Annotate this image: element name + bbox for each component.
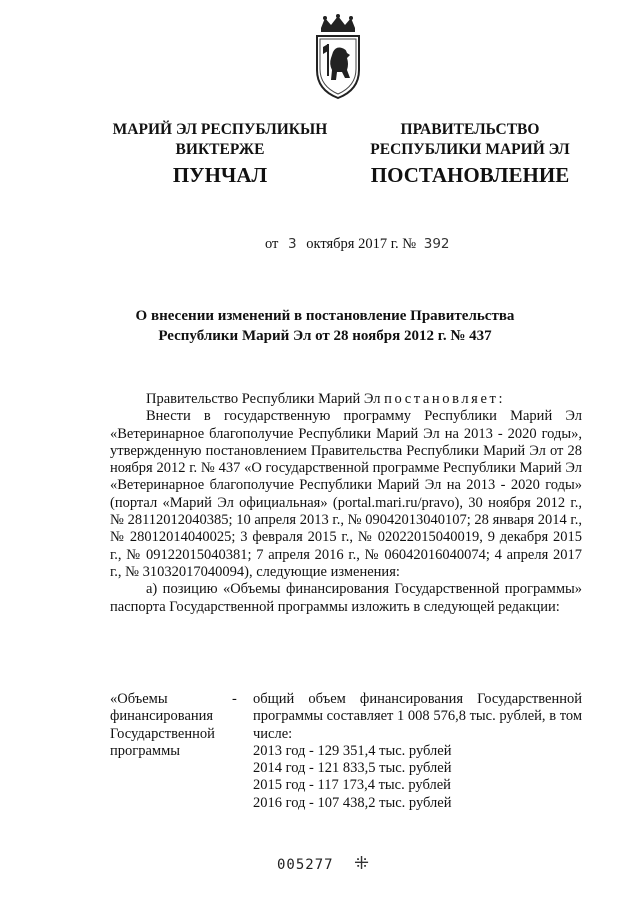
intro-paragraph xyxy=(110,391,582,408)
ornament-mark: ⁜ xyxy=(354,853,370,874)
header-right-line2: РЕСПУБЛИКИ МАРИЙ ЭЛ xyxy=(370,141,570,158)
date-prefix: от xyxy=(265,236,279,252)
financing-year-row: 2013 год - 129 351,4 тыс. рублей xyxy=(253,742,452,759)
header-left-doc-type: ПУНЧАЛ xyxy=(172,163,268,187)
paragraph-1: Внести в государственную программу Республики Марий Эл «Ветеринарное благополучие Республики Марий Эл на 2013 - 2020 годы», утвержденную постановлением Правительства Республики Марий Эл от 28 ноября 2012 г. № 437 «О государственной программе Республики Марий Эл «Ветеринарное благополучие Республики Марий Эл на 2013 - 2020 годы» (портал «Марий Эл официальная» (portal.mari.ru/pravo), 30 ноября 2012 г., № 28112012040385; 10 апреля 2013 г., № 09042013040107; 28 января 2014 г., № 28012014040025; 3 февраля 2015 г., № 02022015040019, 9 декабря 2015 г., № 09122015040381; 7 апреля 2016 г., № 06042016040074; 4 апреля 2017 г., № 31032017040094), следующие изменения: xyxy=(110,408,582,580)
financing-year-row: 2016 год - 107 438,2 тыс. рублей xyxy=(253,794,452,811)
intro-resolves: постановляет xyxy=(384,391,499,407)
header-right-title xyxy=(360,120,580,160)
document-title-line1: О внесении изменений в постановление Правительства xyxy=(135,308,515,324)
financing-dash: - xyxy=(232,691,237,707)
date-line xyxy=(265,236,450,253)
document-title-line2: Республики Марий Эл от 28 ноября 2012 г. № 437 xyxy=(158,328,492,344)
financing-year-row: 2014 год - 121 833,5 тыс. рублей xyxy=(253,760,452,777)
financing-text xyxy=(253,691,582,812)
financing-label: «Объемы финансирования Государственной программы xyxy=(110,691,215,759)
date-month-year: октября 2017 г. № xyxy=(306,236,417,252)
document-body xyxy=(110,391,582,616)
intro-colon: : xyxy=(498,391,503,407)
document-title xyxy=(90,306,560,346)
financing-total: общий объем финансирования Государственной программы составляет 1 008 576,8 тыс. рублей, в том числе: xyxy=(253,691,582,742)
paragraph-2: а) позицию «Объемы финансирования Государственной программы» паспорта Государственной программы изложить в следующей редакции: xyxy=(110,581,582,615)
header-left-line2: ВИКТЕРЖЕ xyxy=(175,141,265,158)
header-right-doc-type: ПОСТАНОВЛЕНИЕ xyxy=(370,163,570,187)
intro-text: Правительство Республики Марий Эл xyxy=(146,391,385,407)
document-number: 392 xyxy=(423,236,450,252)
header-left-title xyxy=(100,120,340,160)
financing-years xyxy=(253,743,582,812)
header-right-line1: ПРАВИТЕЛЬСТВО xyxy=(400,121,540,138)
serial-number: 005277 xyxy=(277,857,334,873)
coat-of-arms-icon xyxy=(309,14,367,100)
financing-year-row: 2015 год - 117 173,4 тыс. рублей xyxy=(253,777,451,794)
header-left-line1: МАРИЙ ЭЛ РЕСПУБЛИКЫН xyxy=(112,121,328,138)
date-day: 3 xyxy=(288,236,297,252)
